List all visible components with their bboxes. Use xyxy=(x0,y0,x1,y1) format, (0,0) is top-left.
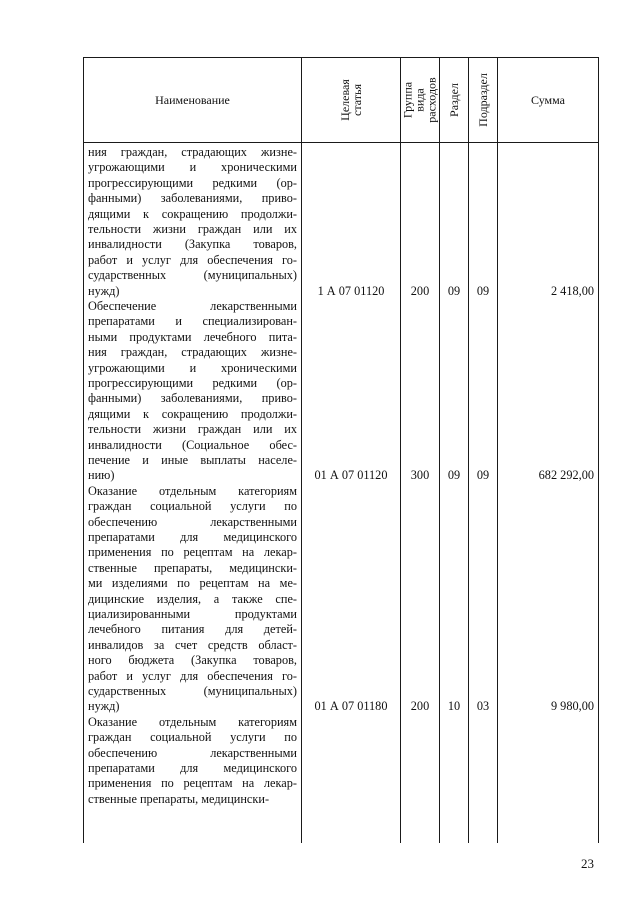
row-name-line: дящими к сокращению продолжи- xyxy=(88,206,297,221)
row-subsection: 03 xyxy=(476,699,490,714)
row-subsection: 09 xyxy=(476,283,490,298)
row-section: 10 xyxy=(447,699,461,714)
row-name-line: препаратами для медицинского xyxy=(88,761,297,775)
row-name-line: угрожающими и хроническими xyxy=(88,160,297,175)
row-section: 09 xyxy=(447,468,461,483)
row-sum: 2 418,00 xyxy=(550,283,594,298)
row-target: 01 А 07 01120 xyxy=(314,468,388,483)
header-name-text: Наименование xyxy=(155,92,230,107)
row-name-line: ния граждан, страдающих жизне- xyxy=(88,145,297,159)
col-border-name xyxy=(301,57,302,843)
row-sum: 682 292,00 xyxy=(538,468,594,483)
row-name-line: печение и иные выплаты населе- xyxy=(88,453,297,467)
row-name-line: работ и услуг для обеспечения го- xyxy=(88,252,297,267)
col-border-section xyxy=(468,57,469,843)
row-name-line: тельности жизни граждан или их xyxy=(88,422,297,437)
row-name-line: ного бюджета (Закупка товаров, xyxy=(88,653,297,668)
row-name-line: препаратами и специализирован- xyxy=(88,314,297,329)
row-name-line: обеспечению лекарственными xyxy=(88,745,297,760)
row-name-line: фанными) заболеваниями, приво- xyxy=(88,391,297,406)
row-name-line: Оказание отдельным категориям xyxy=(88,483,297,498)
col-border-left xyxy=(83,57,84,843)
row-name-line: применения по рецептам на лекар- xyxy=(88,776,297,791)
row-name-line: сударственных (муниципальных) xyxy=(88,268,297,283)
row-name-line: нужд) xyxy=(88,699,120,714)
row-sum: 9 980,00 xyxy=(550,699,594,714)
row-name-line: прогрессирующими редкими (ор- xyxy=(88,175,297,190)
row-name-line: препаратами для медицинского xyxy=(88,530,297,544)
row-name-line: дящими к сокращению продолжи- xyxy=(88,406,297,421)
header-section-text: Раздел xyxy=(447,83,462,117)
row-name-line: инвалидов за счет средств област- xyxy=(88,637,297,652)
row-name-line: граждан социальной услуги по xyxy=(88,730,297,745)
row-name-line: фанными) заболеваниями, приво- xyxy=(88,191,297,206)
row-subsection: 09 xyxy=(476,468,490,483)
row-name-line: дицинские изделия, а также спе- xyxy=(88,591,297,606)
row-name-line: нужд) xyxy=(88,283,120,298)
row-name-line: применения по рецептам на лекар- xyxy=(88,545,297,560)
row-name-line: граждан социальной услуги по xyxy=(88,499,297,514)
row-name-line: инвалидности (Социальное обес- xyxy=(88,437,297,452)
header-group-text: Группа вида расходов xyxy=(401,77,439,123)
row-name-line: угрожающими и хроническими xyxy=(88,360,297,375)
header-sum xyxy=(498,58,598,142)
col-border-subsection xyxy=(497,57,498,843)
col-border-target xyxy=(400,57,401,843)
row-name-line: лечебного питания для детей- xyxy=(88,622,297,637)
header-target-text: Целевая статья xyxy=(338,79,364,121)
row-name-line: тельности жизни граждан или их xyxy=(88,222,297,236)
row-name-line: инвалидности (Закупка товаров, xyxy=(88,237,297,252)
row-name-line: сударственных (муниципальных) xyxy=(88,684,297,698)
row-name-line: ми изделиями по рецептам на ме- xyxy=(88,576,297,591)
row-name-line: ния граждан, страдающих жизне- xyxy=(88,345,297,360)
row-name-line: обеспечению лекарственными xyxy=(88,514,297,529)
row-name-line: Оказание отдельным категориям xyxy=(88,714,297,729)
header-subsection-text: Подраздел xyxy=(476,73,491,127)
header-section xyxy=(440,58,468,142)
row-group: 200 xyxy=(410,699,430,714)
row-name-line: ными продуктами лечебного пита- xyxy=(88,329,297,344)
row-section: 09 xyxy=(447,283,461,298)
row-target: 1 А 07 01120 xyxy=(317,283,385,298)
row-name-line: циализированными продуктами xyxy=(88,607,297,621)
row-name-line: работ и услуг для обеспечения го- xyxy=(88,668,297,683)
row-name-line: ственные препараты, медицински- xyxy=(88,791,270,806)
header-bottom-border xyxy=(83,142,598,143)
page-number: 23 xyxy=(581,856,594,871)
header-subsection xyxy=(469,58,497,142)
row-name-line: прогрессирующими редкими (ор- xyxy=(88,376,297,390)
header-name xyxy=(84,58,301,142)
row-name-line: ственные препараты, медицински- xyxy=(88,560,297,575)
row-target: 01 А 07 01180 xyxy=(314,699,388,714)
header-target xyxy=(302,58,400,142)
header-sum-text: Сумма xyxy=(531,92,565,107)
col-border-group xyxy=(439,57,440,843)
row-group: 300 xyxy=(410,468,430,483)
row-name-line: Обеспечение лекарственными xyxy=(88,299,297,313)
row-group: 200 xyxy=(410,283,430,298)
col-border-right xyxy=(598,57,599,843)
header-group xyxy=(401,58,439,142)
row-name-line: нию) xyxy=(88,468,115,483)
